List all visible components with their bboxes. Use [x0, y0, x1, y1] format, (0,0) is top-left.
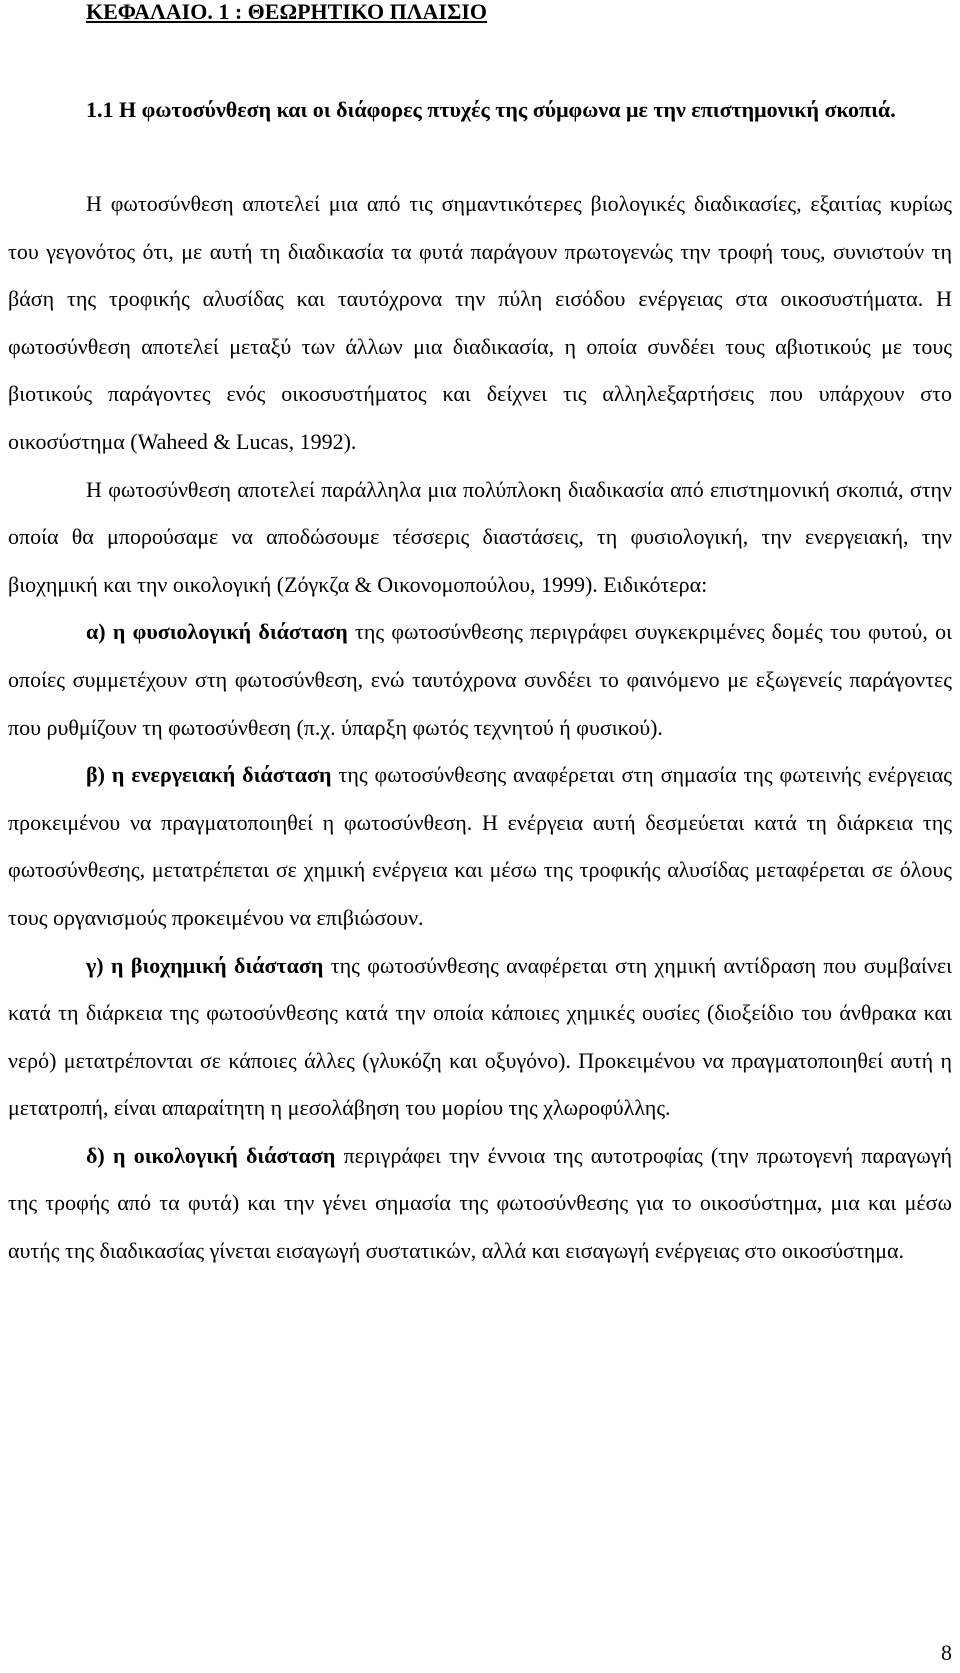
section-heading: [8, 86, 952, 133]
paragraph-ecological: [8, 1132, 952, 1275]
paragraph-dimensions: Η φωτοσύνθεση αποτελεί παράλληλα μια πολύπλοκη διαδικασία από επιστημονική σκοπιά, στην οποία θα μπορούσαμε να αποδώσουμε τέσσερις διαστάσεις, τη φυσιολογική, την ενεργειακή, την βιοχημική και την οικολογική (Ζόγκζα & Οικονομοπούλου, 1999). Ειδικότερα:: [8, 476, 952, 597]
paragraph-physiological: [8, 608, 952, 751]
section-number: 1.1: [86, 97, 114, 122]
paragraph-body: περιγράφει την έννοια της αυτοτροφίας (την πρωτογενή παραγωγή της τροφής από τα φυτά) και την γένει σημασία της φωτοσύνθεσης για το οικοσύστημα, μια και μέσω αυτής της διαδικασίας γίνεται εισαγωγή συστατικών, αλλά και εισαγωγή ενέργειας στο οικοσύστημα.: [8, 1142, 952, 1264]
body-text: [8, 180, 952, 1275]
paragraph-lead: β) η ενεργειακή διάσταση: [86, 762, 332, 788]
paragraph-body: της φωτοσύνθεσης αναφέρεται στη σημασία της φωτεινής ενέργειας προκειμένου να πραγματοποιηθεί η φωτοσύνθεση. Η ενέργεια αυτή δεσμεύεται κατά τη διάρκεια της φωτοσύνθεσης, μετατρέπεται σε χημική ενέργεια και μέσω της τροφικής αλυσίδας μεταφέρεται σε όλους τους οργανισμούς προκειμένου να επιβιώσουν.: [8, 762, 953, 930]
paragraph-biochemical: [8, 942, 952, 1132]
paragraph-lead: γ) η βιοχημική διάσταση: [86, 952, 324, 978]
paragraph-intro: Η φωτοσύνθεση αποτελεί μια από τις σημαντικότερες βιολογικές διαδικασίες, εξαιτίας κυρίως του γεγονότος ότι, με αυτή τη διαδικασία τα φυτά παράγουν πρωτογενώς την τροφή τους, συνιστούν τη βάση της τροφικής αλυσίδας και ταυτόχρονα την πύλη εισόδου ενέργειας στα οικοσυστήματα. Η φωτοσύνθεση αποτελεί μεταξύ των άλλων μια διαδικασία, η οποία συνδέει τους αβιοτικούς με τους βιοτικούς παράγοντες ενός οικοσυστήματος και δείχνει τις αλληλεξαρτήσεις που υπάρχουν στο οικοσύστημα (Waheed & Lucas, 1992).: [8, 191, 952, 454]
paragraph-lead: α) η φυσιολογική διάσταση: [86, 619, 348, 645]
paragraph-energetic: [8, 751, 952, 941]
paragraph-body: της φωτοσύνθεσης αναφέρεται στη χημική αντίδραση που συμβαίνει κατά τη διάρκεια της φωτοσύνθεσης κατά την οποία κάποιες χημικές ουσίες (διοξείδιο του άνθρακα και νερό) μετατρέπονται σε κάποιες άλλες (γλυκόζη και οξυγόνο). Προκειμένου να πραγματοποιηθεί αυτή η μετατροπή, είναι απαραίτητη η μεσολάβηση του μορίου της χλωροφύλλης.: [8, 952, 953, 1121]
page-number: 8: [941, 1640, 952, 1665]
section-title: Η φωτοσύνθεση και οι διάφορες πτυχές της σύμφωνα με την επιστημονική σκοπιά.: [119, 97, 896, 122]
document-page: [8, 0, 952, 1673]
paragraph-lead: δ) η οικολογική διάσταση: [86, 1142, 336, 1168]
chapter-title: ΚΕΦΑΛΑΙΟ. 1 : ΘΕΩΡΗΤΙΚΟ ΠΛΑΙΣΙΟ: [86, 0, 488, 24]
paragraph-body: της φωτοσύνθεσης περιγράφει συγκεκριμένες δομές του φυτού, οι οποίες συμμετέχουν στη φωτοσύνθεση, ενώ ταυτόχρονα συνδέει το φαινόμενο με εξωγενείς παράγοντες που ρυθμίζουν τη φωτοσύνθεση (π.χ. ύπαρξη φωτός τεχνητού ή φυσικού).: [8, 619, 952, 740]
